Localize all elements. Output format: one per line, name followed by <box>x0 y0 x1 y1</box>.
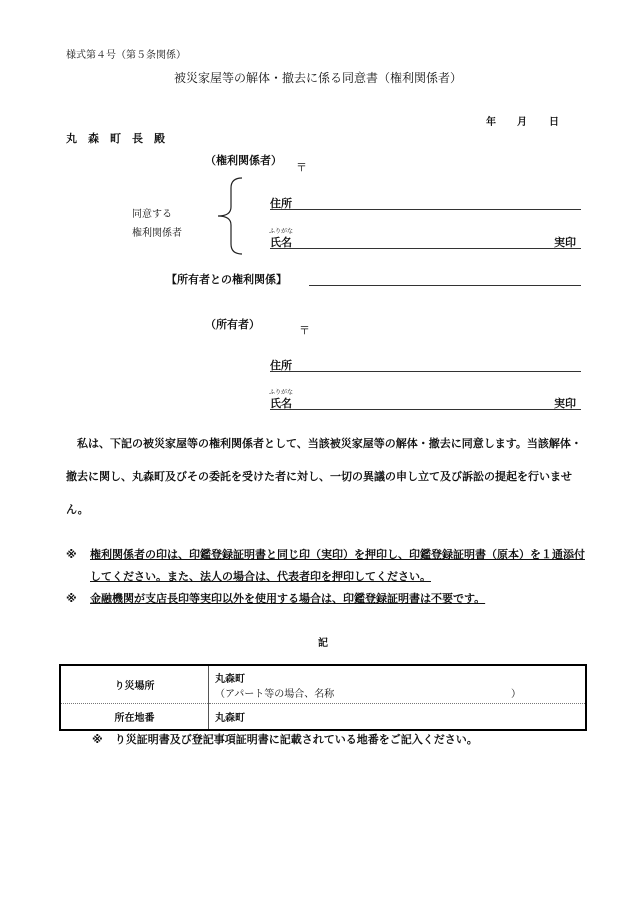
property-table <box>59 664 587 731</box>
consent-statement-text: 私は、下記の被災家屋等の権利関係者として、当該被災家屋等の解体・撤去に同意します。当該解体・撤去に関し、丸森町及びその委託を受けた者に対し、一切の異議の申し立て及び訴訟の提起を行いません。 <box>66 437 582 516</box>
date-year: 年 <box>486 117 496 128</box>
owner-label: （所有者） <box>205 318 260 331</box>
rights-holder-address-line[interactable] <box>270 209 581 210</box>
relationship-label: 【所有者との権利関係】 <box>166 273 287 286</box>
note-mark: ※ <box>66 548 77 561</box>
disaster-location-value[interactable] <box>209 665 587 704</box>
ki-heading: 記 <box>318 638 328 649</box>
consent-statement <box>66 427 584 526</box>
notes-list <box>66 544 586 610</box>
note-text: 金融機関が支店長印等実印以外を使用する場合は、印鑑登録証明書は不要です。 <box>90 592 486 605</box>
lot-number-value[interactable]: 丸森町 <box>215 713 245 724</box>
date-month: 月 <box>517 117 527 128</box>
rights-holder-address-label: 住所 <box>270 197 292 210</box>
note-item <box>66 588 586 610</box>
page-title: 被災家屋等の解体・撤去に係る同意書（権利関係者） <box>174 71 463 85</box>
table-row <box>60 704 586 731</box>
footer-note <box>92 731 478 747</box>
consent-side-label-2: 権利関係者 <box>132 228 182 239</box>
note-item <box>66 544 586 588</box>
note-mark: ※ <box>66 592 77 605</box>
owner-postal-mark: 〒 <box>299 324 310 337</box>
disaster-location-building-hint: （アパート等の場合、名称 <box>215 688 335 700</box>
rights-holder-seal-label: 実印 <box>554 236 576 249</box>
owner-address-label: 住所 <box>270 359 292 372</box>
owner-furigana: ふりがな <box>269 389 294 396</box>
rights-holder-furigana: ふりがな <box>269 228 294 235</box>
consent-side-label-1: 同意する <box>132 209 172 220</box>
owner-name-label: 氏名 <box>270 397 292 410</box>
owner-address-line[interactable] <box>270 371 581 372</box>
table-row <box>60 665 586 704</box>
owner-name-line[interactable] <box>270 409 581 410</box>
footer-note-mark: ※ <box>92 733 103 746</box>
rights-holder-name-label: 氏名 <box>270 236 292 249</box>
rights-holder-name-line[interactable] <box>270 248 581 249</box>
disaster-location-town: 丸森町 <box>215 673 245 685</box>
rights-holder-label: （権利関係者） <box>205 154 282 167</box>
date-day: 日 <box>549 117 559 128</box>
disaster-location-building-close: ） <box>511 688 521 700</box>
owner-seal-label: 実印 <box>554 397 576 410</box>
form-number: 様式第４号（第５条関係） <box>66 50 186 61</box>
relationship-line[interactable] <box>309 285 581 286</box>
disaster-location-building-row <box>215 685 579 700</box>
lot-number-label: 所在地番 <box>60 704 209 731</box>
disaster-location-label: り災場所 <box>60 665 209 704</box>
addressee: 丸 森 町 長 殿 <box>66 132 165 145</box>
brace-icon <box>214 176 244 256</box>
footer-note-text: り災証明書及び登記事項証明書に記載されている地番をご記入ください。 <box>114 733 478 746</box>
note-text: 権利関係者の印は、印鑑登録証明書と同じ印（実印）を押印し、印鑑登録証明書（原本）を１通添付してください。また、法人の場合は、代表者印を押印してください。 <box>90 548 585 583</box>
rights-holder-postal-mark: 〒 <box>296 161 307 174</box>
